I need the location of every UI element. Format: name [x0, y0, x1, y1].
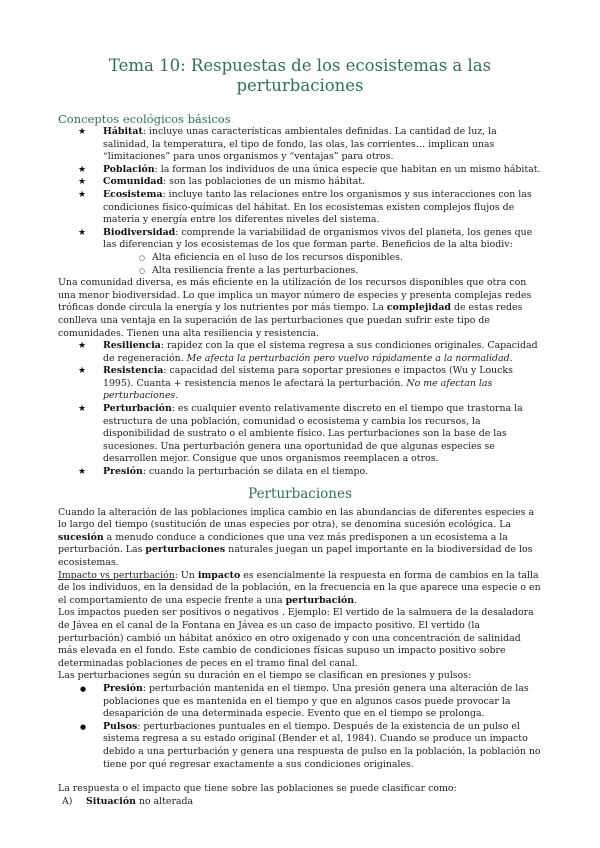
paragraph-clasificacion: Las perturbaciones según su duración en el tiempo se clasifican en presiones y pulsos:	[58, 670, 472, 682]
definition: : incluye unas características ambientales definidas. La cantidad de luz, la salinidad, la temperatura, el tipo de fondo, las olas, las corrientes… implican unas “limitaciones” para unos organismos y “ventajas” para otros.	[103, 126, 497, 163]
definition: : perturbación mantenida en el tiempo. Una presión genera una alteración de las poblaciones que es mantenida en el tiempo y que en algunos casos puede provocar la desaparición de una determinada especie. Evento que en el tiempo se prolonga.	[103, 682, 529, 720]
definition: : es cualquier evento relativamente discreto en el tiempo que trastorna la estructura de una población, comunidad o ecosistema y cambia los recursos, la disponibilidad de sustrato o el ambiente físico. Las perturbaciones son la base de las sucesiones. Una perturbación genera una oportunidad de que algunas especies se desarrollen mejor. Consigue que unos organismos reemplacen a otros.	[103, 403, 523, 465]
response-list	[58, 796, 542, 809]
sublist-item: ○ Alta resiliencia frente a las perturbaciones.	[139, 265, 542, 278]
term: Ecosistema	[103, 188, 163, 200]
list-item	[78, 365, 542, 403]
paragraph-ejemplo: Los impactos pueden ser positivos o negativos . Ejemplo: El vertido de la salmuera de la desaladora de Jávea en el canal de la Fontana en Jávea es un caso de impacto positivo. El vertido (la perturbación) cambió un hábitat anóxico en otro oxigenado y con una concentración de salinidad más elevada en el fondo. Este cambio de condiciones físicas supuso un impacto positivo sobre determinadas poblaciones de peces en el tramo final del canal.	[58, 607, 534, 669]
definition: : rapidez con la que el sistema regresa a sus condiciones originales. Capacidad de regeneración.	[103, 340, 538, 364]
term: Comunidad	[103, 176, 164, 188]
perturbation-types-list	[58, 683, 542, 771]
term: Resistencia	[103, 365, 164, 377]
page-title: Tema 10: Respuestas de los ecosistemas a las perturbaciones	[108, 56, 492, 95]
definition: : la forman los individuos de una única especie que habitan en un mismo hábitat.	[154, 163, 541, 175]
definition: : cuando la perturbación se dilata en el tiempo.	[142, 466, 368, 478]
note: Me afecta la perturbación pero vuelvo rápidamente a la normalidad.	[186, 352, 513, 364]
concept-list	[58, 126, 542, 277]
list-item	[78, 721, 542, 771]
concept-list-2	[58, 340, 542, 479]
section-heading-conceptos: Conceptos ecológicos básicos	[58, 112, 231, 126]
term: Pulsos	[103, 720, 138, 732]
definition: no alterada	[135, 795, 194, 807]
list-item	[78, 403, 542, 466]
list-item	[78, 683, 542, 721]
section-heading-perturbaciones: Perturbaciones	[248, 485, 352, 502]
term: Situación	[86, 795, 136, 807]
list-item	[78, 176, 542, 189]
term: Resiliencia	[103, 340, 161, 352]
definition: : comprende la variabilidad de organismos vivos del planeta, los genes que las diferencian y los ecosistemas de los que forman parte. Beneficios de la alta biodiv:	[103, 226, 533, 251]
term: Hábitat	[103, 126, 143, 137]
item-label: A)	[62, 795, 73, 807]
term: Presión	[103, 466, 143, 478]
term: Biodiversidad	[103, 226, 176, 238]
sublist-item: ○ Alta eficiencia en el luso de los recursos disponibles.	[139, 252, 542, 265]
term: Presión	[103, 682, 143, 694]
paragraph-respuesta: La respuesta o el impacto que tiene sobre las poblaciones se puede clasificar como:	[58, 783, 457, 795]
sublist	[103, 252, 542, 277]
paragraph-biodiversity: Una comunidad diversa, es más eficiente en la utilización de los recursos disponibles que otra con una menor biodiversidad. Lo que implica un mayor número de especies y presenta complejas redes tróficas donde circula la energía y los nutrientes por más tiempo. La complejidad de estas redes conlleva una ventaja en la superación de las perturbaciones que puedan sufrir este tipo de comunidades. Tienen una alta resiliencia y resistencia.	[58, 277, 532, 339]
list-item	[62, 796, 542, 809]
list-item	[78, 164, 542, 177]
paragraph-sucesion: Cuando la alteración de las poblaciones implica cambio en las abundancias de diferentes especies a lo largo del tiempo (sustitución de unas especies por otra), se denomina sucesión ecológica. La sucesión a menudo conduce a condiciones que una vez más predisponen a un ecosistema a la perturbación. Las perturbaciones naturales juegan un papel importante en la biodiversidad de los ecosistemas.	[58, 506, 535, 568]
definition: : perturbaciones puntuales en el tiempo. Después de la existencia de un pulso el sistema regresa a su estado original (Bender et al, 1984). Cuando se produce un impacto debido a una perturbación y genera una respuesta de pulso en la población, la población no tiene por qué regresar exactamente a sus condiciones originales.	[103, 720, 541, 770]
note: No me afectan las perturbaciones.	[103, 377, 493, 402]
list-item	[78, 466, 542, 479]
definition: : incluye tanto las relaciones entre los organismos y sus interacciones con las condiciones físico-químicas del hábitat. En los ecosistemas existen complejos flujos de materia y energía entre los diferentes niveles del sistema.	[103, 188, 532, 226]
term: Población	[103, 163, 155, 175]
definition: : son las poblaciones de un mismo hábitat.	[163, 176, 366, 188]
list-item	[78, 126, 542, 164]
list-item	[78, 340, 542, 365]
list-item	[78, 189, 542, 227]
paragraph-impacto: Impacto vs perturbación: Un impacto es esencialmente la respuesta en forma de cambios en la talla de los individuos, en la densidad de la población, en la frecuencia en la que aparece una especie o en el comportamiento de una especie frente a una perturbación.	[58, 569, 541, 606]
term: Perturbación	[103, 403, 172, 415]
definition: : capacidad del sistema para soportar presiones e impactos (Wu y Loucks 1995). Cuanta + resistencia menos le afectará la perturbación.	[103, 365, 513, 389]
list-item	[78, 227, 542, 277]
